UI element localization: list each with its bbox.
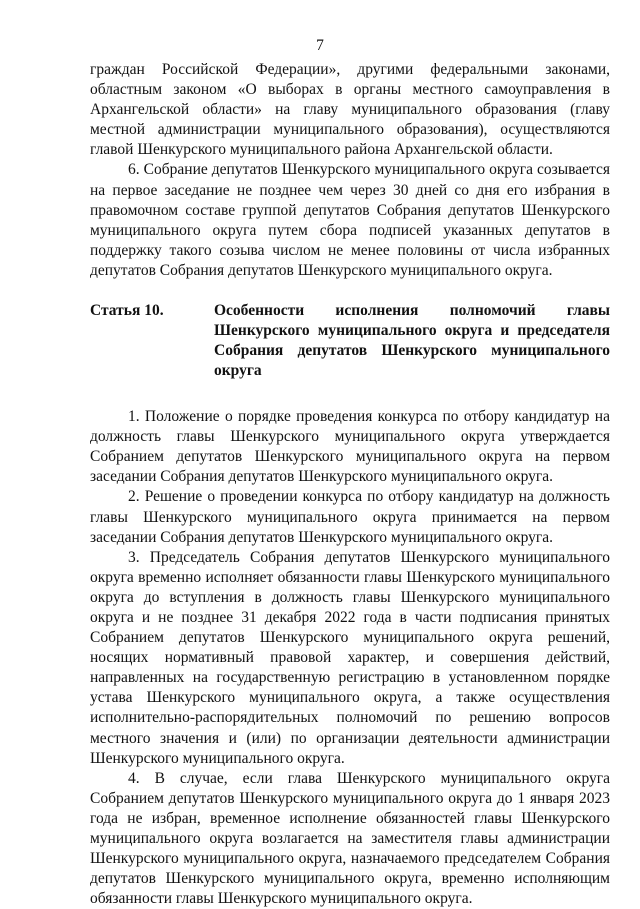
article-paragraph-4: 4. В случае, если глава Шенкурского муниципального округа Собранием депутатов Шенкурского муниципального округа до 1 января 2023 года не избран, временное исполнение обязанностей главы Шенкурского муниципального округа возлагается на заместителя главы администрации Шенкурского муниципального округа, назначаемого председателем Собрания депутатов Шенкурского муниципального округа, временно исполняющим обязанности главы Шенкурского муниципального округа.: [90, 769, 610, 908]
paragraph-6: 6. Собрание депутатов Шенкурского муниципального округа созывается на первое заседание не позднее чем через 30 дней со дня его избрания в правомочном составе группой депутатов Собрания депутатов Шенкурского муниципального округа путем сбора подписей указанных депутатов в поддержку такого созыва числом не менее половины от числа избранных депутатов Собрания депутатов Шенкурского муниципального округа.: [90, 161, 610, 279]
page-number: 7: [316, 37, 324, 54]
document-body: [90, 60, 610, 909]
article-paragraph-2: 2. Решение о проведении конкурса по отбору кандидатур на должность главы Шенкурского муниципального округа принимается на первом заседании Собрания депутатов Шенкурского муниципального округа.: [90, 488, 610, 546]
article-label: Статья 10.: [90, 302, 164, 320]
intro-paragraph: граждан Российской Федерации», другими федеральными законами, областным законом «О выборах в органы местного самоуправления в Архангельской области» на главу муниципального образования (главу местной администрации муниципального образования), осуществляются главой Шенкурского муниципального района Архангельской области.: [90, 61, 610, 159]
article-paragraph-1: 1. Положение о порядке проведения конкурса по отбору кандидатур на должность главы Шенкурского муниципального округа утверждается Собранием депутатов Шенкурского муниципального округа на первом заседании Собрания депутатов Шенкурского муниципального округа.: [90, 408, 610, 486]
article-heading: [90, 301, 610, 381]
article-paragraph-3: 3. Председатель Собрания депутатов Шенкурского муниципального округа временно исполняет обязанности главы Шенкурского муниципального округа до вступления в должность главы Шенкурского муниципального округа и не позднее 31 декабря 2022 года в части подписания принятых Собранием депутатов Шенкурского муниципального округа решений, носящих нормативный правовой характер, и совершения действий, направленных на государственную регистрацию в установленном порядке устава Шенкурского муниципального округа, а также осуществления исполнительно-распорядительных полномочий по решению вопросов местного значения и (или) по организации деятельности администрации Шенкурского муниципального округа.: [90, 548, 610, 767]
article-title: Особенности исполнения полномочий главы Шенкурского муниципального округа и председателя Собрания депутатов Шенкурского муниципального округа: [214, 302, 610, 380]
